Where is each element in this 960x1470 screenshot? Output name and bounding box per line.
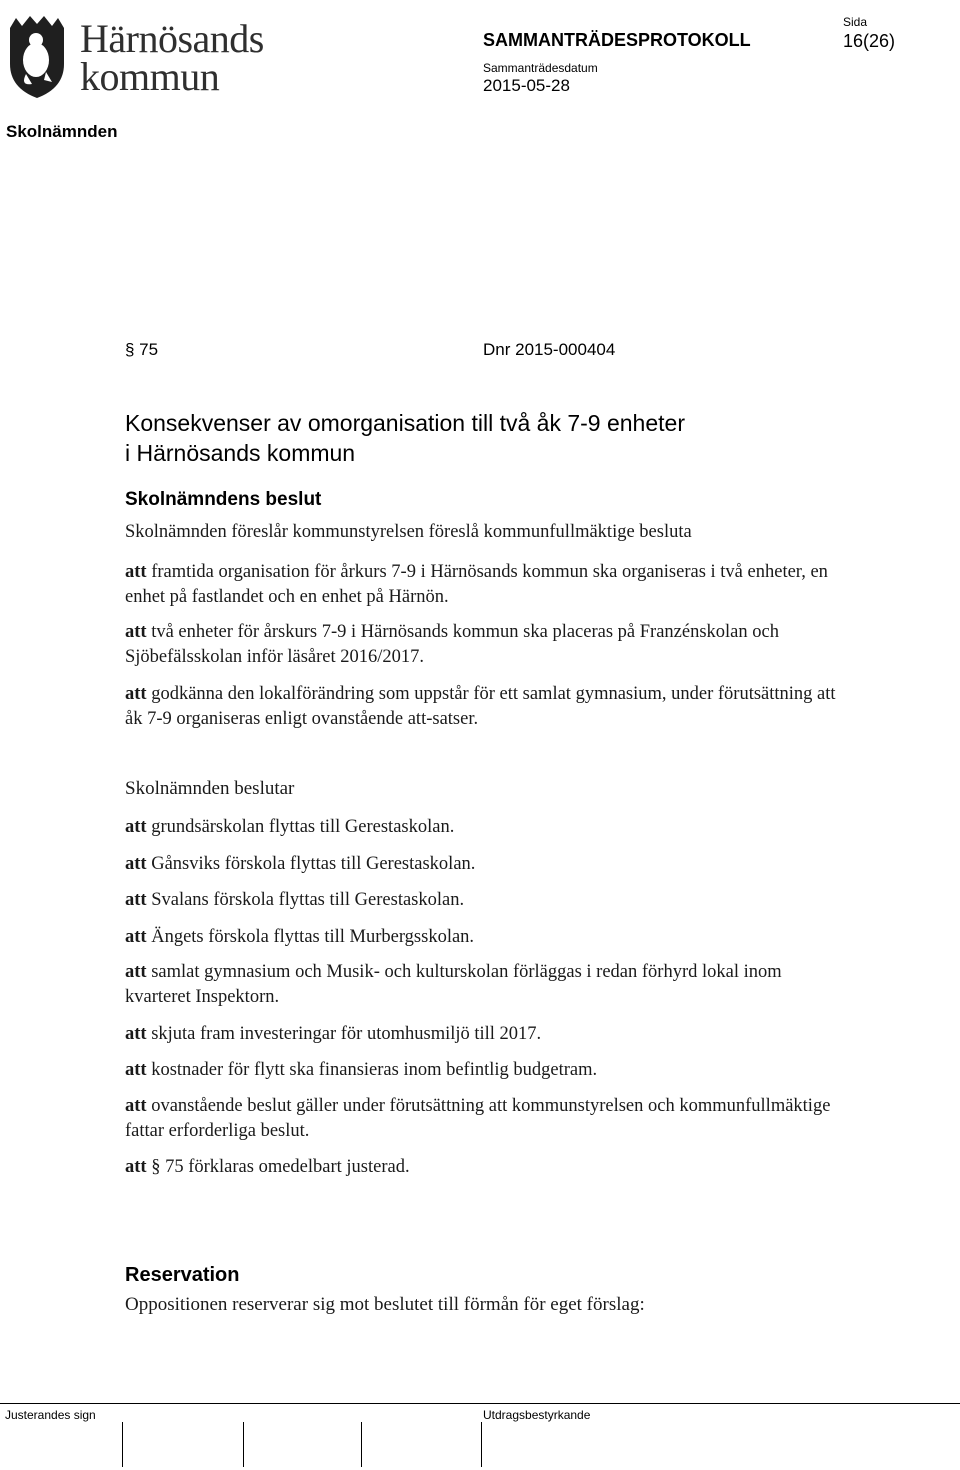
signature-box-divider: [122, 1422, 123, 1467]
page-number: 16(26): [843, 31, 896, 51]
resolution-text: Gånsviks förskola flyttas till Gerestaskolan.: [151, 854, 476, 874]
resolution-text: kostnader för flytt ska finansieras inom befintlig budgetram.: [151, 1060, 598, 1080]
section-title-line2: i Härnösands kommun: [125, 440, 356, 466]
municipality-coat-of-arms-logo: [6, 14, 68, 100]
section-number: § 75: [125, 340, 159, 359]
resolution-item: [125, 960, 845, 1010]
decision-intro: Skolnämnden föreslår kommunstyrelsen föreslå kommunfullmäktige besluta: [125, 522, 692, 542]
resolution-text: Svalans förskola flyttas till Gerestaskolan.: [151, 890, 465, 910]
resolution-item: [125, 815, 845, 840]
meeting-date-label: Sammanträdesdatum: [483, 61, 598, 75]
proposal-text: framtida organisation för årkurs 7-9 i Härnösands kommun ska organiseras i två enheter, en enhet på fastlandet och en enhet på Härnön.: [125, 562, 828, 607]
resolution-item: [125, 1058, 845, 1083]
reservation-text: Oppositionen reserverar sig mot beslutet till förmån för eget förslag:: [125, 1294, 645, 1315]
signature-box-divider: [361, 1422, 362, 1467]
document-type: SAMMANTRÄDESPROTOKOLL: [483, 30, 751, 50]
resolution-text: samlat gymnasium och Musik- och kulturskolan förläggas i redan förhyrd lokal inom kvarteret Inspektorn.: [125, 962, 782, 1007]
att-keyword: att: [125, 890, 147, 910]
resolution-item: [125, 1094, 845, 1144]
proposal-text: två enheter för årskurs 7-9 i Härnösands kommun ska placeras på Franzénskolan och Sjöbefälsskolan inför läsåret 2016/2017.: [125, 622, 779, 667]
resolution-text: grundsärskolan flyttas till Gerestaskolan.: [151, 817, 455, 837]
decides-heading: Skolnämnden beslutar: [125, 778, 295, 799]
committee-name: Skolnämnden: [6, 122, 118, 141]
proposal-item: [125, 682, 845, 732]
meeting-date-value: 2015-05-28: [483, 76, 570, 95]
footer-divider: [0, 1403, 960, 1404]
reservation-heading: Reservation: [125, 1264, 240, 1286]
resolution-item: [125, 1155, 845, 1180]
resolution-text: Ängets förskola flyttas till Murbergsskolan.: [151, 927, 475, 947]
proposal-item: [125, 620, 845, 670]
att-keyword: att: [125, 622, 147, 642]
proposal-text: godkänna den lokalförändring som uppstår för ett samlat gymnasium, under förutsättning att åk 7-9 organiseras enligt ovanstående att-satser.: [125, 684, 836, 729]
resolution-item: [125, 888, 845, 913]
resolution-item: [125, 925, 845, 950]
logo-wordmark-line2: kommun: [80, 54, 220, 99]
extract-certification-label: Utdragsbestyrkande: [483, 1408, 591, 1422]
section-title-line1: Konsekvenser av omorganisation till två åk 7-9 enheter: [125, 410, 685, 436]
att-keyword: att: [125, 927, 147, 947]
case-number: Dnr 2015-000404: [483, 340, 616, 359]
signature-box-divider: [243, 1422, 244, 1467]
signature-box-divider: [481, 1422, 482, 1467]
att-keyword: att: [125, 1157, 147, 1177]
att-keyword: att: [125, 817, 147, 837]
resolution-item: [125, 1022, 845, 1047]
att-keyword: att: [125, 854, 147, 874]
resolution-item: [125, 852, 845, 877]
resolution-text: ovanstående beslut gäller under förutsättning att kommunstyrelsen och kommunfullmäktige fattar erforderliga beslut.: [125, 1096, 831, 1141]
decision-heading: Skolnämndens beslut: [125, 489, 322, 510]
proposal-item: [125, 560, 845, 610]
att-keyword: att: [125, 1024, 147, 1044]
logo-wordmark-line1: Härnösands: [80, 16, 264, 61]
resolution-text: skjuta fram investeringar för utomhusmiljö till 2017.: [151, 1024, 542, 1044]
adjuster-signature-label: Justerandes sign: [5, 1408, 96, 1422]
att-keyword: att: [125, 1096, 147, 1116]
page-label: Sida: [843, 15, 868, 29]
resolution-text: § 75 förklaras omedelbart justerad.: [151, 1157, 410, 1177]
att-keyword: att: [125, 1060, 147, 1080]
att-keyword: att: [125, 684, 147, 704]
att-keyword: att: [125, 962, 147, 982]
att-keyword: att: [125, 562, 147, 582]
